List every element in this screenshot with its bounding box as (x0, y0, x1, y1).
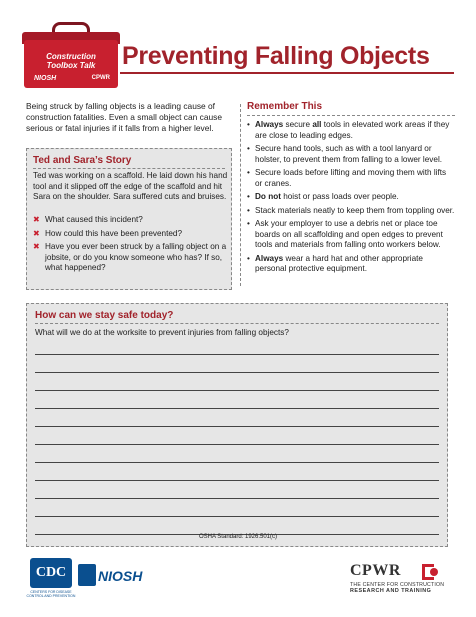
remember-item: • Secure loads before lifting and moving them with lifts or cranes. (247, 168, 455, 189)
badge-logos (34, 72, 110, 84)
story-question: ✖ What caused this incident? (33, 215, 143, 224)
answer-line (35, 372, 439, 373)
story-question: ✖ Have you ever been struck by a falling object on a jobsite, or do you know someone who has? If so, what happened? (33, 242, 227, 272)
answer-line (35, 390, 439, 391)
answer-line (35, 480, 439, 481)
toolbox-talk-badge (24, 22, 118, 88)
cpwr-wordmark: CPWR (350, 562, 401, 579)
niosh-mark-icon (78, 564, 96, 586)
story-divider (33, 168, 225, 169)
story-questions (33, 215, 229, 277)
cpwr-tagline-1: THE CENTER FOR CONSTRUCTION (350, 582, 445, 588)
stay-safe-question: What will we do at the worksite to prevent injuries from falling objects? (35, 328, 289, 337)
cdc-logo: CDC (30, 558, 72, 588)
answer-line (35, 444, 439, 445)
niosh-wordmark: NIOSH (98, 568, 143, 584)
remember-list (247, 120, 455, 275)
remember-item: • Stack materials neatly to keep them from toppling over. (247, 206, 455, 217)
cpwr-dot-icon (430, 568, 438, 576)
footer (0, 556, 476, 617)
remember-title: Remember This (247, 101, 455, 116)
stay-safe-title: How can we stay safe today? (35, 310, 174, 321)
hammer-icon: ✖ (33, 242, 40, 251)
remember-item: • Secure hand tools, such as with a tool lanyard or holster, to prevent them from falling to a lower level. (247, 144, 455, 165)
intro-paragraph: Being struck by falling objects is a leading cause of construction fatalities. Even a small object can cause serious or fatal injuries if it falls from a higher level. (26, 101, 222, 133)
remember-item: • Always secure all tools in elevated work areas if they are close to leading edges. (247, 120, 455, 141)
niosh-logo (78, 564, 143, 586)
story-box (26, 148, 232, 290)
remember-section (247, 101, 455, 278)
page-title: Preventing Falling Objects (122, 42, 430, 70)
remember-item: • Ask your employer to use a debris net or place toe boards on all scaffolding and open edges to prevent tools and materials from falling onto workers below. (247, 219, 455, 251)
story-question: ✖ How could this have been prevented? (33, 228, 183, 238)
cdc-tagline: CENTERS FOR DISEASE CONTROL AND PREVENTION (26, 590, 76, 598)
answer-line (35, 516, 439, 517)
toolbox-label (24, 52, 118, 70)
answer-line (35, 426, 439, 427)
osha-standard: OSHA Standard: 1926.501(c) (198, 534, 278, 540)
story-text: Ted was working on a scaffold. He laid down his hand tool and it slipped off the edge of the scaffold and hit Sara on the shoulder. Sara suffered cuts and bruises. (33, 171, 228, 201)
answer-line (35, 462, 439, 463)
hammer-icon: ✖ (33, 228, 40, 238)
answer-line (35, 498, 439, 499)
badge-niosh-logo: NIOSH (34, 74, 57, 82)
badge-line1: Construction (46, 52, 96, 61)
remember-item: • Always wear a hard hat and other appropriate personal protective equipment. (247, 254, 455, 275)
column-divider (240, 104, 241, 286)
badge-cpwr-logo: CPWR (91, 75, 110, 81)
hammer-icon: ✖ (33, 215, 40, 224)
stay-safe-box (26, 303, 448, 547)
badge-line2: Toolbox Talk (46, 61, 96, 70)
story-title: Ted and Sara’s Story (33, 155, 132, 166)
answer-line (35, 408, 439, 409)
header (0, 0, 476, 92)
remember-item: • Do not hoist or pass loads over people. (247, 192, 455, 203)
answer-line (35, 354, 439, 355)
stay-safe-divider (35, 323, 439, 324)
cpwr-logo (350, 562, 450, 594)
cpwr-tagline-2: RESEARCH AND TRAINING (350, 588, 432, 594)
title-rule (120, 72, 454, 74)
